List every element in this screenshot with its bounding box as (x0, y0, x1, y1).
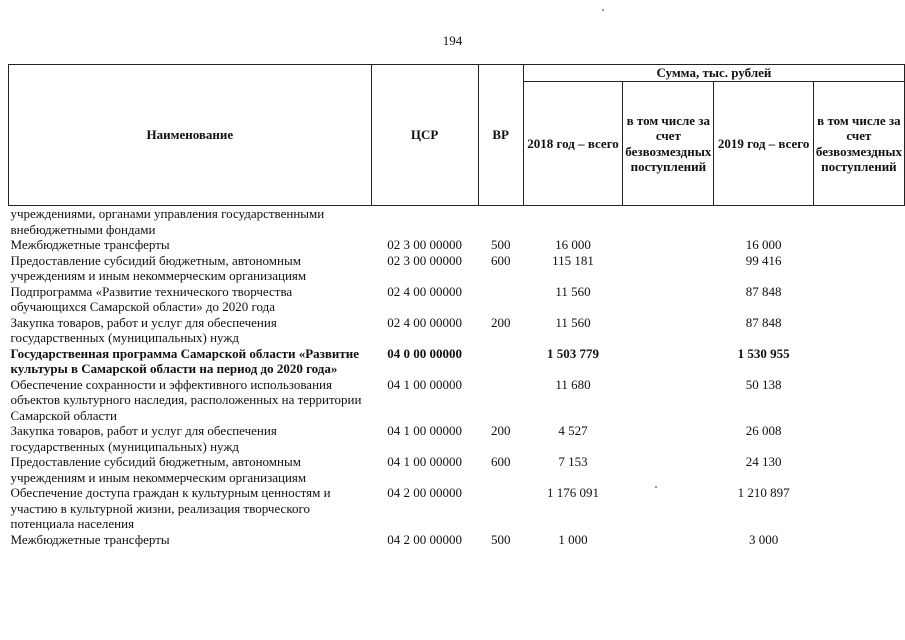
row-2018-total: 1 000 (558, 531, 588, 547)
row-2018-total: 11 560 (555, 314, 591, 330)
row-vr: 600 (490, 252, 511, 268)
row-2018-gratuitous (623, 237, 714, 253)
row-vr: 600 (490, 454, 511, 469)
table-row (9, 237, 905, 253)
header-2019-gratuitous: в том числе за счет безвозмездных поступлений (813, 82, 904, 206)
row-2019-total (714, 206, 813, 238)
table-row (9, 377, 905, 424)
header-sum-group: Сумма, тыс. рублей (523, 65, 904, 82)
table-header (9, 65, 905, 206)
table-row (9, 485, 905, 532)
row-2019-gratuitous (813, 532, 904, 548)
row-2018-gratuitous (623, 284, 714, 315)
row-vr: 500 (490, 531, 511, 547)
row-2019-total: 87 848 (745, 314, 782, 330)
row-name: Предоставление субсидий бюджетным, автономным учреждениям и иным некоммерческим организациям (10, 454, 307, 485)
row-name: Закупка товаров, работ и услуг для обеспечения государственных (муниципальных) нужд (10, 423, 277, 454)
table-row (9, 206, 905, 238)
row-vr: 500 (490, 237, 511, 252)
row-2018-gratuitous (623, 253, 714, 284)
row-vr (478, 284, 523, 315)
header-name: Наименование (9, 65, 372, 206)
row-2019-total: 50 138 (745, 376, 782, 392)
row-2019-total: 3 000 (748, 531, 779, 547)
budget-table (8, 64, 905, 547)
row-2019-total: 26 008 (745, 423, 782, 438)
scan-speck (655, 486, 657, 488)
row-csr (371, 206, 478, 238)
row-2018-gratuitous (623, 423, 714, 454)
row-2019-total: 24 130 (745, 454, 782, 469)
row-vr (478, 346, 523, 377)
row-name: учреждениями, органами управления государственными внебюджетными фондами (10, 206, 325, 237)
row-2019-total: 99 416 (745, 252, 782, 268)
row-2018-total: 11 680 (555, 376, 591, 392)
row-2019-gratuitous (813, 315, 904, 346)
row-2019-gratuitous (813, 423, 904, 454)
row-2019-total: 1 210 897 (737, 485, 790, 500)
row-2019-total: 1 530 955 (737, 345, 790, 361)
row-vr (478, 485, 523, 532)
row-name: Межбюджетные трансферты (10, 531, 170, 547)
row-2018-total: 16 000 (555, 237, 591, 252)
row-2019-gratuitous (813, 454, 904, 485)
row-2018-gratuitous (623, 485, 714, 532)
row-csr: 02 3 00 00000 (387, 237, 462, 252)
header-2018-gratuitous: в том числе за счет безвозмездных поступлений (623, 82, 714, 206)
header-vr: ВР (478, 65, 523, 206)
header-2019-total: 2019 год – всего (714, 82, 813, 206)
table-row (9, 454, 905, 485)
row-2018-gratuitous (623, 377, 714, 424)
header-2018-total: 2018 год – всего (523, 82, 622, 206)
row-vr: 200 (490, 314, 511, 330)
table-row (9, 532, 905, 548)
row-name: Предоставление субсидий бюджетным, автономным учреждениям и иным некоммерческим организациям (10, 252, 307, 283)
row-name: Подпрограмма «Развитие технического творчества обучающихся Самарской области» до 2020 года (10, 283, 293, 314)
row-name: Закупка товаров, работ и услуг для обеспечения государственных (муниципальных) нужд (10, 314, 277, 345)
row-csr: 04 1 00 00000 (387, 376, 462, 392)
row-2018-total: 11 560 (555, 283, 591, 299)
row-csr: 04 1 00 00000 (387, 454, 462, 469)
table-row (9, 315, 905, 346)
row-2018-total: 1 503 779 (547, 345, 600, 361)
row-2018-gratuitous (623, 346, 714, 377)
row-vr (478, 206, 523, 238)
row-vr (478, 377, 523, 424)
scan-speck (602, 9, 604, 11)
row-name: Обеспечение доступа граждан к культурным ценностям и участию в культурной жизни, реализация творческого потенциала населения (10, 485, 331, 531)
row-2018-gratuitous (623, 206, 714, 238)
row-name: Обеспечение сохранности и эффективного использования объектов культурного наследия, расположенных на территории Самарской области (10, 376, 362, 423)
row-2018-total: 1 176 091 (547, 485, 600, 500)
row-csr: 02 4 00 00000 (387, 314, 462, 330)
row-csr: 04 2 00 00000 (387, 485, 462, 500)
row-csr: 02 3 00 00000 (387, 252, 462, 268)
row-2019-gratuitous (813, 346, 904, 377)
row-name: Межбюджетные трансферты (10, 237, 170, 252)
row-vr: 200 (490, 423, 511, 438)
row-2018-gratuitous (623, 454, 714, 485)
row-csr: 02 4 00 00000 (387, 283, 462, 299)
row-2019-gratuitous (813, 237, 904, 253)
row-csr: 04 0 00 00000 (387, 345, 462, 361)
row-2018-total: 7 153 (558, 454, 588, 469)
row-2018-total (523, 206, 622, 238)
page-number: 194 (442, 33, 463, 48)
table-row (9, 423, 905, 454)
row-csr: 04 2 00 00000 (387, 531, 462, 547)
row-2019-gratuitous (813, 253, 904, 284)
row-2018-gratuitous (623, 315, 714, 346)
row-2018-gratuitous (623, 532, 714, 548)
row-2019-total: 87 848 (745, 283, 782, 299)
row-2019-gratuitous (813, 206, 904, 238)
row-2018-total: 4 527 (558, 423, 588, 438)
table-body (9, 206, 905, 548)
row-2019-total: 16 000 (745, 237, 782, 252)
row-2019-gratuitous (813, 284, 904, 315)
table-row (9, 346, 905, 377)
row-csr: 04 1 00 00000 (387, 423, 462, 438)
row-2019-gratuitous (813, 485, 904, 532)
row-name: Государственная программа Самарской области «Развитие культуры в Самарской области на период до 2020 года» (10, 345, 360, 376)
header-csr: ЦСР (371, 65, 478, 206)
table-row (9, 284, 905, 315)
table-row (9, 253, 905, 284)
row-2019-gratuitous (813, 377, 904, 424)
row-2018-total: 115 181 (552, 252, 594, 268)
